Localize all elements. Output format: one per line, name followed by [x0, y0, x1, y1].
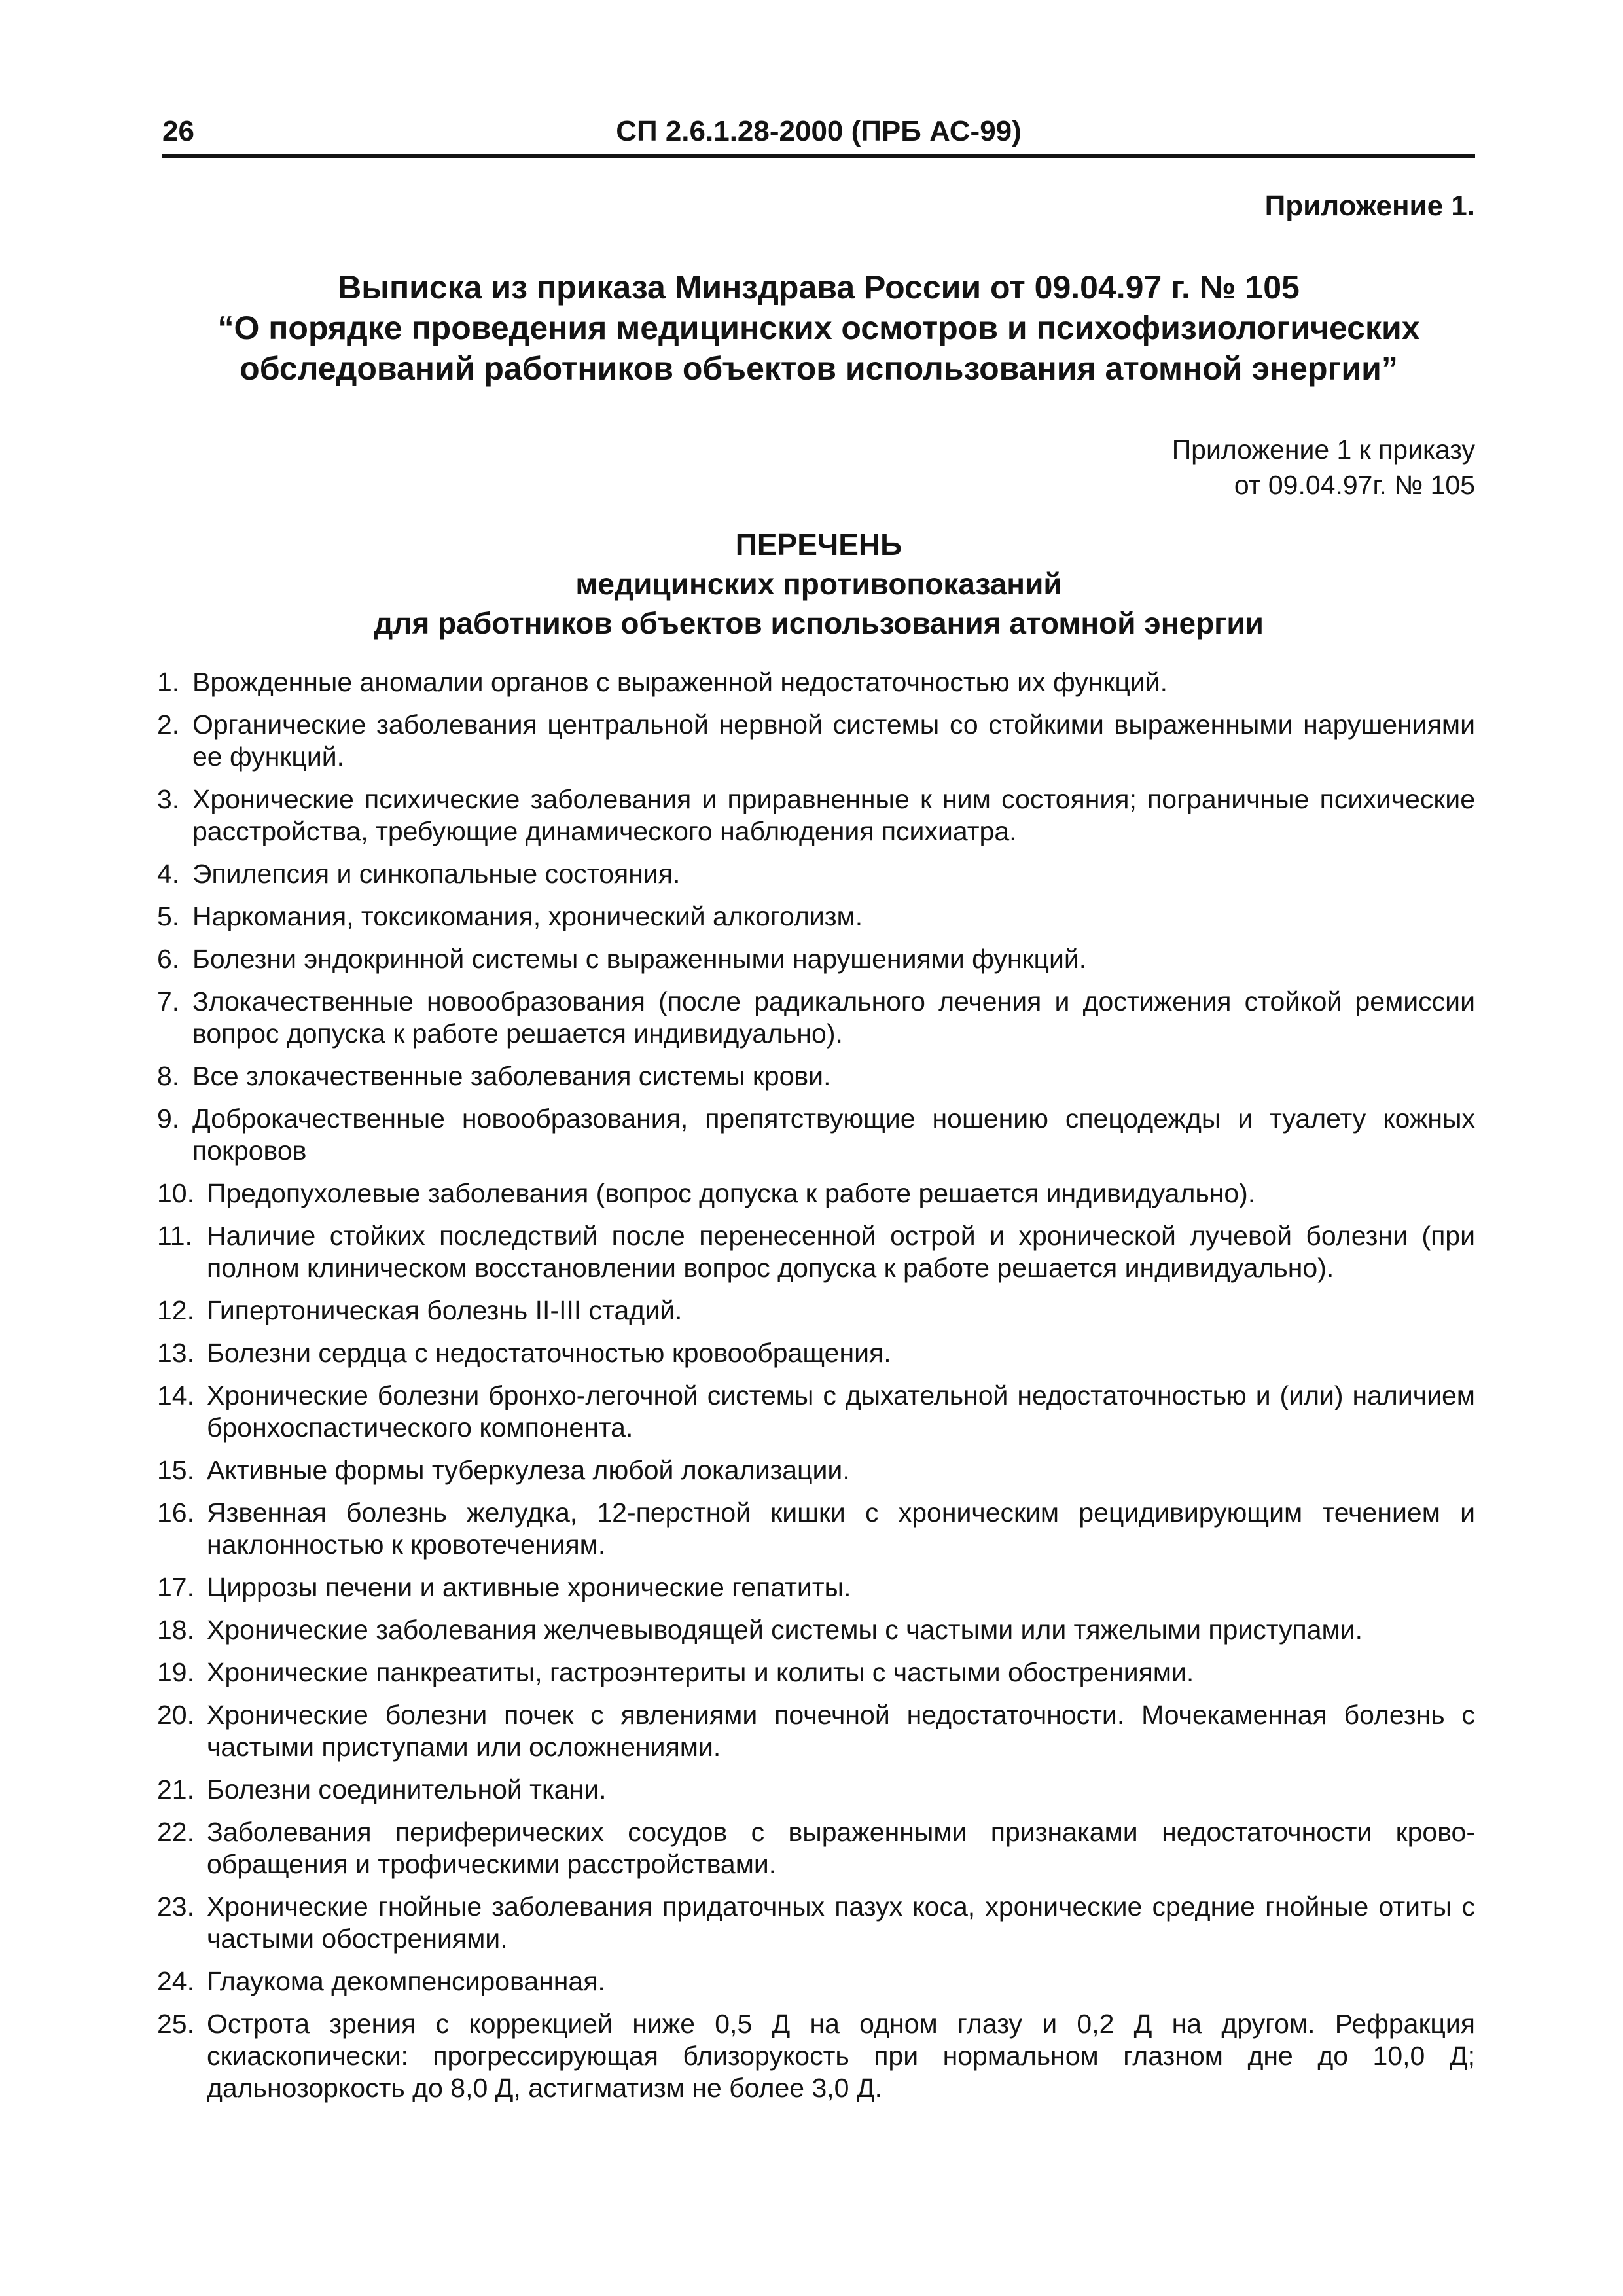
list-item-text: Глаукома декомпенсированная.	[207, 1966, 605, 1996]
list-item-number: 16.	[157, 1498, 194, 1528]
list-item-number: 23.	[157, 1892, 194, 1922]
list-item-number: 11.	[157, 1221, 192, 1251]
document-title-line-2: “О порядке проведения медицинских осмотров и психофизиологических	[217, 310, 1420, 346]
list-item-number: 17.	[157, 1572, 194, 1602]
list-item-number: 14.	[157, 1380, 194, 1410]
list-item-number: 13.	[157, 1338, 194, 1368]
list-item	[157, 1657, 1475, 1689]
list-item-text: Предопухолевые заболевания (вопрос допуска к работе решается индивидуально).	[207, 1178, 1256, 1208]
list-item-number: 15.	[157, 1455, 194, 1485]
list-item-number: 19.	[157, 1657, 194, 1687]
list-item	[157, 1774, 1475, 1806]
order-reference-line-1: Приложение 1 к приказу	[1171, 435, 1475, 465]
list-title-line-3: для работников объектов использования атомной энергии	[374, 606, 1264, 640]
list-item	[157, 1060, 1475, 1092]
list-item-text: Болезни сердца с недостаточностью кровообращения.	[207, 1338, 891, 1368]
list-item-number: 2.	[157, 709, 180, 740]
page-number: 26	[162, 115, 194, 147]
list-item-number: 7.	[157, 986, 180, 1016]
list-item	[157, 858, 1475, 890]
list-item-text: Болезни соединительной ткани.	[207, 1774, 607, 1804]
list-item	[157, 709, 1475, 773]
list-item-text: Наличие стойких последствий после перенесенной острой и хронической лучевой болезни (при полном клиническом восстановлении вопрос допуска к работе решается индивидуально).	[207, 1221, 1475, 1283]
header-rule	[162, 154, 1475, 158]
list-item-text: Злокачественные новообразования (после радикального лечения и достижения стойкой ремиссии вопрос допуска к работе решается индивидуально).	[192, 986, 1475, 1049]
list-item-text: Гипертоническая болезнь II-III стадий.	[207, 1295, 683, 1325]
list-item	[157, 1454, 1475, 1486]
list-title	[162, 525, 1475, 643]
list-item	[157, 901, 1475, 933]
list-item	[157, 1614, 1475, 1646]
list-item-number: 20.	[157, 1700, 194, 1730]
running-title: СП 2.6.1.28-2000 (ПРБ АС-99)	[616, 115, 1022, 147]
list-item-number: 5.	[157, 901, 180, 931]
list-item	[157, 666, 1475, 698]
list-item-text: Эпилепсия и синкопальные состояния.	[192, 859, 681, 889]
appendix-label: Приложение 1.	[1264, 190, 1475, 222]
list-item-number: 8.	[157, 1061, 180, 1091]
list-item	[157, 1816, 1475, 1880]
list-item-number: 25.	[157, 2009, 194, 2039]
list-item	[157, 2008, 1475, 2104]
list-item	[157, 1220, 1475, 1284]
list-item-text: Заболевания периферических сосудов с выраженными признаками недостаточности крово-обращения и трофическими расстройствами.	[207, 1817, 1475, 1879]
list-title-line-2: медицинских противопоказаний	[575, 567, 1062, 601]
list-item-text: Болезни эндокринной системы с выраженными нарушениями функций.	[192, 944, 1087, 974]
list-item	[157, 1103, 1475, 1167]
page-header	[162, 111, 1475, 157]
list-item-number: 9.	[157, 1103, 180, 1134]
list-item-text: Язвенная болезнь желудка, 12-перстной кишки с хроническим рецидивирующим течением и наклонностью к кровотечениям.	[207, 1498, 1475, 1560]
list-item	[157, 1497, 1475, 1561]
list-item-text: Наркомания, токсикомания, хронический алкоголизм.	[192, 901, 863, 931]
list-item-number: 1.	[157, 667, 180, 697]
list-item-text: Острота зрения с коррекцией ниже 0,5 Д на одном глазу и 0,2 Д на другом. Рефракция скиаскопически: прогрессирующая близорукость при нормальном глазном дне до 10,0 Д; дальнозоркость до 8,0 Д, астигматизм не более 3,0 Д.	[207, 2009, 1475, 2103]
list-item	[157, 1295, 1475, 1327]
document-title-line-1: Выписка из приказа Минздрава России от 09.04.97 г. № 105	[338, 269, 1300, 306]
list-item-number: 4.	[157, 859, 180, 889]
list-item-text: Все злокачественные заболевания системы крови.	[192, 1061, 831, 1091]
list-title-line-1: ПЕРЕЧЕНЬ	[735, 528, 902, 562]
list-item-number: 6.	[157, 944, 180, 974]
list-item	[157, 1571, 1475, 1604]
list-item-text: Органические заболевания центральной нервной системы со стойкими выраженными нарушениями ее функций.	[192, 709, 1475, 772]
list-item-text: Хронические болезни бронхо-легочной системы с дыхательной недостаточностью и (или) наличием бронхоспастического компонента.	[207, 1380, 1475, 1443]
document-title	[162, 267, 1475, 389]
list-item	[157, 1891, 1475, 1955]
order-reference	[1172, 432, 1475, 503]
list-item-text: Хронические заболевания желчевыводящей системы с частыми или тяжелыми приступами.	[207, 1615, 1363, 1645]
list-item-text: Хронические психические заболевания и приравненные к ним состояния; пограничные психические расстройства, требующие динамического наблюдения психиатра.	[192, 784, 1475, 846]
list-item-number: 12.	[157, 1295, 194, 1325]
list-item-text: Хронические гнойные заболевания придаточных пазух коса, хронические средние гнойные отиты с частыми обострениями.	[207, 1892, 1475, 1954]
list-item-number: 3.	[157, 784, 180, 814]
list-item	[157, 943, 1475, 975]
list-item	[157, 1965, 1475, 1998]
list-item-number: 18.	[157, 1615, 194, 1645]
list-item-number: 24.	[157, 1966, 194, 1996]
list-item-number: 21.	[157, 1774, 194, 1804]
list-item-text: Циррозы печени и активные хронические гепатиты.	[207, 1572, 851, 1602]
list-item-text: Активные формы туберкулеза любой локализации.	[207, 1455, 850, 1485]
contraindications-list	[157, 666, 1475, 2115]
order-reference-line-2: от 09.04.97г. № 105	[1234, 470, 1475, 500]
list-item	[157, 986, 1475, 1050]
list-item	[157, 1177, 1475, 1210]
list-item	[157, 783, 1475, 848]
list-item-number: 22.	[157, 1817, 194, 1847]
document-title-line-3: обследований работников объектов использования атомной энергии”	[240, 350, 1398, 387]
list-item	[157, 1337, 1475, 1369]
list-item-text: Хронические болезни почек с явлениями почечной недостаточности. Мочекаменная болезнь с частыми приступами или осложнениями.	[207, 1700, 1475, 1762]
list-item-text: Врожденные аномалии органов с выраженной недостаточностью их функций.	[192, 667, 1168, 697]
list-item	[157, 1380, 1475, 1444]
list-item-text: Доброкачественные новообразования, препятствующие ношению спецодежды и туалету кожных покровов	[192, 1103, 1475, 1166]
list-item-text: Хронические панкреатиты, гастроэнтериты и колиты с частыми обострениями.	[207, 1657, 1194, 1687]
list-item	[157, 1699, 1475, 1763]
list-item-number: 10.	[157, 1178, 194, 1208]
